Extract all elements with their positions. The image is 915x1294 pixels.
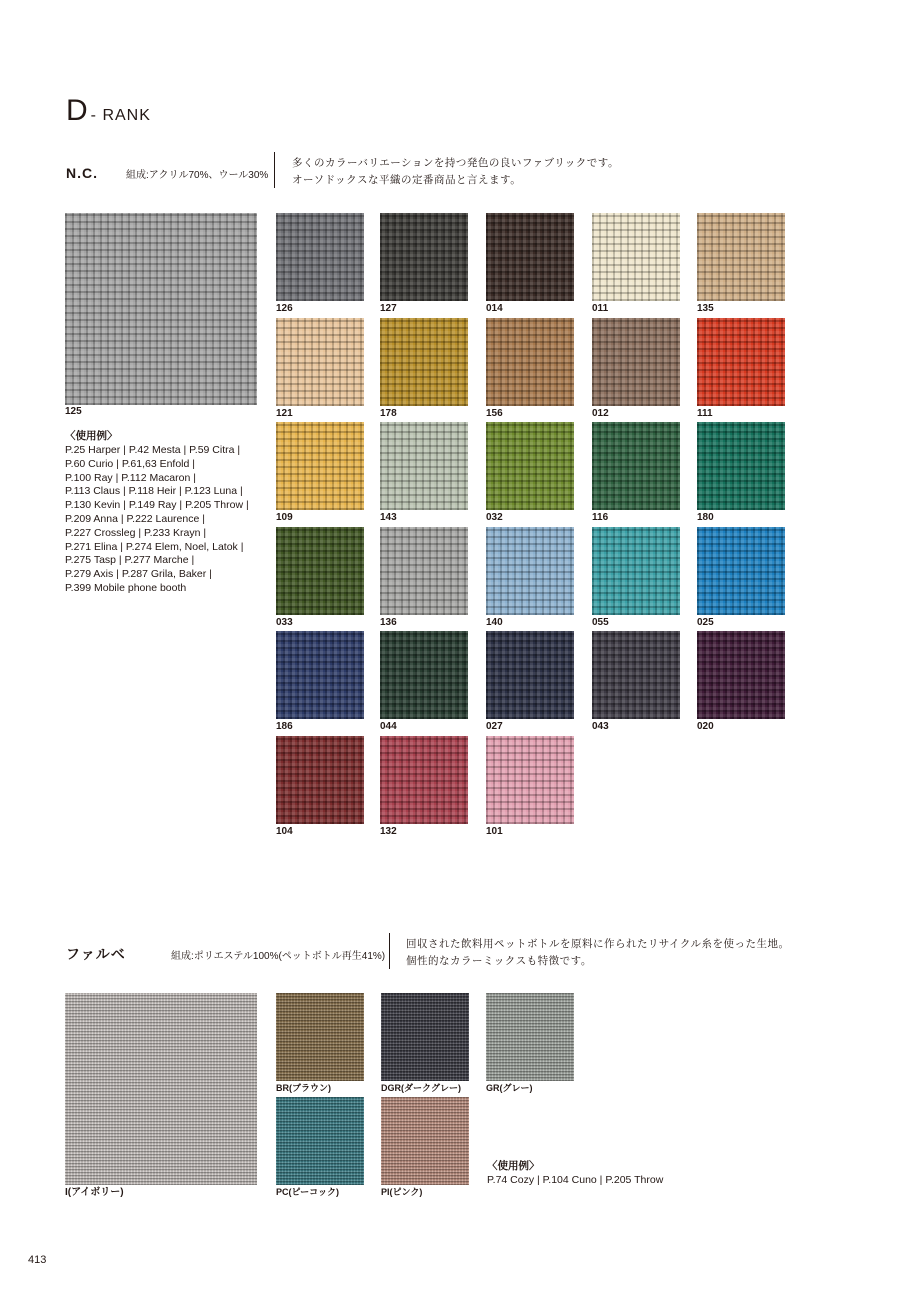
farube-main-swatch-label: I(アイボリー) xyxy=(65,1187,124,1198)
farube-name: ファルベ xyxy=(66,946,126,962)
nc-use-line: P.100 Ray | P.112 Macaron | xyxy=(65,471,196,484)
nc-swatch-label: 104 xyxy=(276,826,293,837)
nc-use-line: P.279 Axis | P.287 Grila, Baker | xyxy=(65,568,212,581)
farube-description xyxy=(406,936,790,970)
nc-swatch-178 xyxy=(380,318,468,406)
nc-swatch-label: 025 xyxy=(697,617,714,628)
farube-main-swatch xyxy=(65,993,257,1185)
nc-swatch-label: 111 xyxy=(697,408,713,419)
nc-swatch-label: 044 xyxy=(380,721,397,732)
farube-swatch xyxy=(381,993,469,1081)
farube-divider xyxy=(389,933,390,969)
nc-swatch-label: 109 xyxy=(276,512,293,523)
nc-swatch-label: 121 xyxy=(276,408,293,419)
nc-swatch-140 xyxy=(486,527,574,615)
farube-uses-title: 〈使用例〉 xyxy=(487,1160,540,1172)
farube-swatch xyxy=(381,1097,469,1185)
nc-description xyxy=(292,155,619,189)
nc-swatch-109 xyxy=(276,422,364,510)
nc-uses-list xyxy=(65,444,249,596)
nc-swatch-132 xyxy=(380,736,468,824)
nc-swatch-label: 136 xyxy=(380,617,397,628)
farube-swatch xyxy=(486,993,574,1081)
farube-composition: 組成:ポリエステル100%(ペットボトル再生41%) xyxy=(171,951,386,962)
nc-swatch-label: 032 xyxy=(486,512,503,523)
nc-swatch-label: 027 xyxy=(486,721,503,732)
farube-description-line: 回収された飲料用ペットボトルを原料に作られたリサイクル糸を使った生地。 xyxy=(406,938,790,950)
nc-swatch-label: 043 xyxy=(592,721,609,732)
nc-use-line: P.275 Tasp | P.277 Marche | xyxy=(65,554,195,567)
farube-swatch xyxy=(276,993,364,1081)
farube-swatch-label: PC(ピーコック) xyxy=(276,1187,339,1197)
nc-swatch-027 xyxy=(486,631,574,719)
nc-swatch-111 xyxy=(697,318,785,406)
nc-swatch-126 xyxy=(276,213,364,301)
nc-use-line: P.130 Kevin | P.149 Ray | P.205 Throw | xyxy=(65,499,249,512)
nc-swatch-label: 101 xyxy=(486,826,503,837)
nc-swatch-label: 116 xyxy=(592,512,609,523)
nc-use-line: P.113 Claus | P.118 Heir | P.123 Luna | xyxy=(65,485,243,498)
nc-swatch-label: 140 xyxy=(486,617,503,628)
nc-swatch-055 xyxy=(592,527,680,615)
nc-description-line: 多くのカラーバリエーションを持つ発色の良いファブリックです。 xyxy=(292,157,619,169)
nc-swatch-label: 033 xyxy=(276,617,293,628)
nc-swatch-label: 014 xyxy=(486,303,503,314)
nc-swatch-012 xyxy=(592,318,680,406)
nc-swatch-136 xyxy=(380,527,468,615)
nc-swatch-180 xyxy=(697,422,785,510)
farube-swatch xyxy=(276,1097,364,1185)
nc-use-line: P.271 Elina | P.274 Elem, Noel, Latok | xyxy=(65,540,244,553)
nc-swatch-label: 143 xyxy=(380,512,397,523)
farube-uses: P.74 Cozy | P.104 Cuno | P.205 Throw xyxy=(487,1174,664,1186)
nc-use-line: P.25 Harper | P.42 Mesta | P.59 Citra | xyxy=(65,444,241,456)
nc-swatch-116 xyxy=(592,422,680,510)
nc-swatch-101 xyxy=(486,736,574,824)
nc-main-swatch xyxy=(65,213,257,405)
nc-swatch-135 xyxy=(697,213,785,301)
nc-swatch-label: 156 xyxy=(486,408,503,419)
nc-swatch-label: 011 xyxy=(592,303,609,314)
nc-divider xyxy=(274,152,275,188)
nc-swatch-label: 178 xyxy=(380,408,397,419)
nc-swatch-label: 126 xyxy=(276,303,293,314)
nc-swatch-label: 127 xyxy=(380,303,397,314)
nc-description-line: オーソドックスな平織の定番商品と言えます。 xyxy=(292,174,522,186)
nc-swatch-label: 055 xyxy=(592,617,609,628)
nc-swatch-043 xyxy=(592,631,680,719)
farube-description-line: 個性的なカラーミックスも特徴です。 xyxy=(406,955,592,967)
nc-composition: 組成:アクリル70%、ウール30% xyxy=(126,170,269,181)
nc-uses-title: 〈使用例〉 xyxy=(65,430,118,442)
nc-swatch-label: 186 xyxy=(276,721,293,732)
nc-swatch-label: 135 xyxy=(697,303,714,314)
nc-use-line: P.60 Curio | P.61,63 Enfold | xyxy=(65,457,195,470)
nc-swatch-label: 012 xyxy=(592,408,609,419)
nc-swatch-label: 180 xyxy=(697,512,714,523)
nc-swatch-104 xyxy=(276,736,364,824)
nc-use-line: P.209 Anna | P.222 Laurence | xyxy=(65,512,205,525)
nc-swatch-020 xyxy=(697,631,785,719)
rank-subtitle: - RANK xyxy=(90,107,151,124)
nc-swatch-014 xyxy=(486,213,574,301)
farube-swatch-label: GR(グレー) xyxy=(486,1083,533,1093)
nc-swatch-032 xyxy=(486,422,574,510)
nc-swatch-121 xyxy=(276,318,364,406)
nc-use-line: P.227 Crossleg | P.233 Krayn | xyxy=(65,526,207,539)
nc-swatch-127 xyxy=(380,213,468,301)
farube-swatch-label: PI(ピンク) xyxy=(381,1187,423,1197)
nc-swatch-044 xyxy=(380,631,468,719)
nc-swatch-025 xyxy=(697,527,785,615)
nc-swatch-143 xyxy=(380,422,468,510)
nc-swatch-label: 132 xyxy=(380,826,397,837)
nc-name: N.C. xyxy=(66,165,98,181)
nc-main-swatch-label: 125 xyxy=(65,406,82,417)
nc-swatch-186 xyxy=(276,631,364,719)
rank-letter: D xyxy=(66,94,89,127)
nc-swatch-156 xyxy=(486,318,574,406)
nc-swatch-033 xyxy=(276,527,364,615)
page-number: 413 xyxy=(28,1254,47,1266)
nc-swatch-011 xyxy=(592,213,680,301)
nc-swatch-label: 020 xyxy=(697,721,714,732)
nc-use-line: P.399 Mobile phone booth xyxy=(65,581,187,594)
rank-title xyxy=(66,94,151,128)
farube-swatch-label: BR(ブラウン) xyxy=(276,1083,331,1093)
farube-swatch-label: DGR(ダークグレー) xyxy=(381,1083,461,1093)
